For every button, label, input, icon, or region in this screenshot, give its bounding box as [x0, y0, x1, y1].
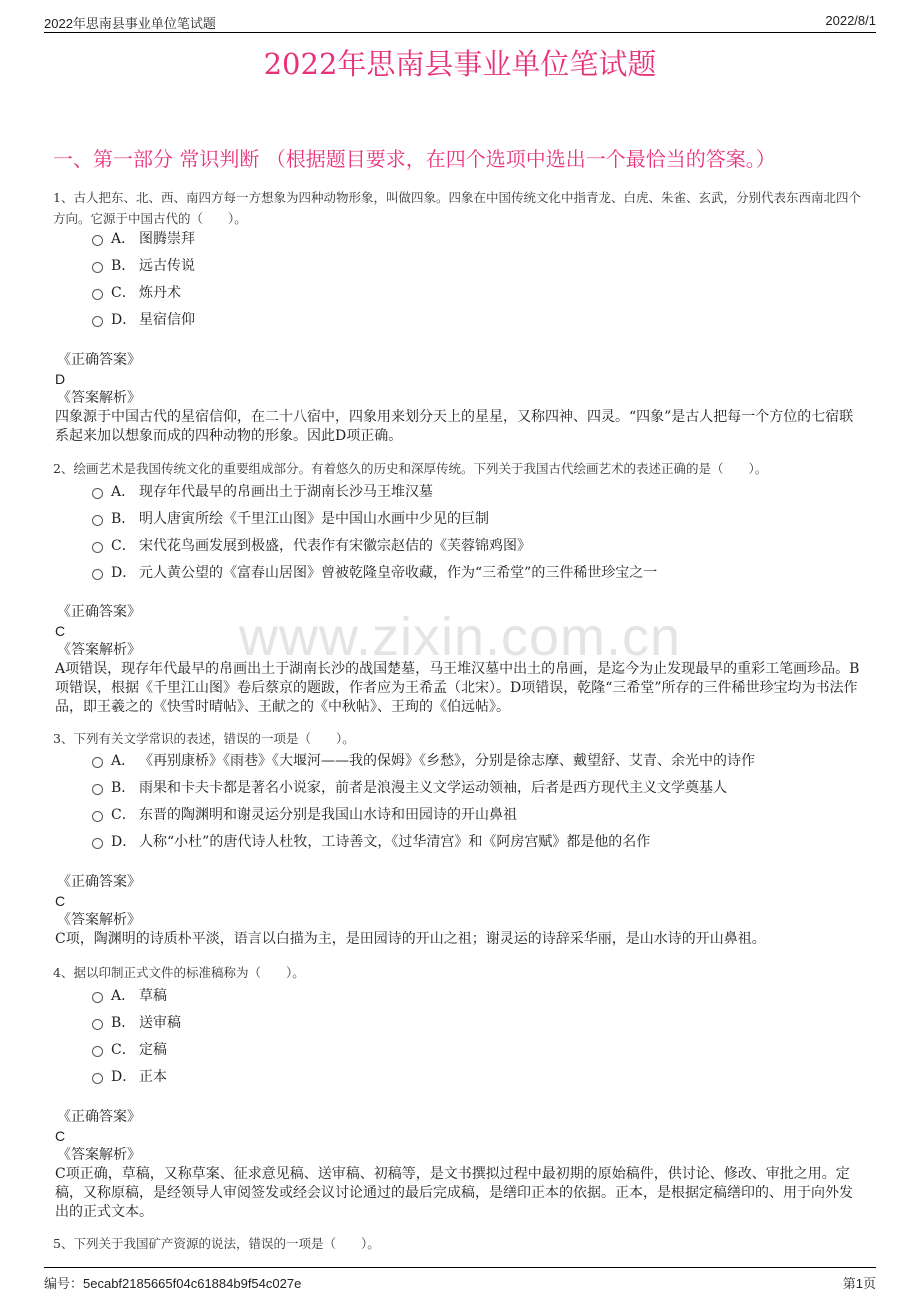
question-4-option-d[interactable]: D． 正本 [92, 1066, 167, 1090]
page-header [44, 10, 876, 33]
radio-icon[interactable] [92, 1046, 103, 1057]
page-number: 第1页 [842, 1276, 876, 1291]
radio-icon[interactable] [92, 757, 103, 768]
question-2-answer: C [55, 623, 66, 639]
radio-icon[interactable] [92, 316, 103, 327]
question-3-option-a[interactable]: A． 《再别康桥》《雨巷》《大堰河——我的保姆》《乡愁》，分别是徐志摩、戴望舒、艾青、余光中的诗作 [92, 750, 755, 774]
question-4-answer: C [55, 1128, 66, 1144]
radio-icon[interactable] [92, 811, 103, 822]
radio-icon[interactable] [92, 289, 103, 300]
radio-icon[interactable] [92, 262, 103, 273]
question-4-option-c[interactable]: C． 定稿 [92, 1039, 167, 1063]
radio-icon[interactable] [92, 1073, 103, 1084]
watermark: www.zixin.com.cn [238, 607, 682, 667]
question-5-stem: 5、下列关于我国矿产资源的说法，错误的一项是（ ）。 [53, 1236, 380, 1251]
question-3-option-c[interactable]: C． 东晋的陶渊明和谢灵运分别是我国山水诗和田园诗的开山鼻祖 [92, 804, 517, 828]
question-1-analysis: 四象源于中国古代的星宿信仰，在二十八宿中，四象用来划分天上的星星，又称四神、四灵。“四象”是古人把每一个方位的七宿联系起来加以想象而成的四种动物的形象。因此D项正确。 [55, 409, 854, 444]
question-3-answer: C [55, 893, 66, 909]
question-4-analysis: C项正确，草稿，又称草案、征求意见稿、送审稿、初稿等，是文书撰拟过程中最初期的原始稿件，供讨论、修改、审批之用。定稿，又称原稿，是经领导人审阅签发或经会议讨论通过的最后完成稿，是缮印正本的依据。正本，是根据定稿缮印的、用于向外发出的正式文本。 [55, 1166, 853, 1220]
question-2-option-c[interactable]: C． 宋代花鸟画发展到极盛，代表作有宋徽宗赵佶的《芙蓉锦鸡图》 [92, 535, 531, 559]
analysis-label: 《答案解析》 [57, 912, 141, 928]
question-3-option-d[interactable]: D． 人称“小杜”的唐代诗人杜牧，工诗善文，《过华清宫》和《阿房宫赋》都是他的名作 [92, 831, 650, 855]
radio-icon[interactable] [92, 235, 103, 246]
answer-label: 《正确答案》 [57, 1109, 141, 1125]
header-doc-title: 2022年思南县事业单位笔试题 [44, 16, 216, 31]
page-footer [44, 1267, 876, 1292]
answer-label: 《正确答案》 [57, 352, 141, 368]
radio-icon[interactable] [92, 542, 103, 553]
radio-icon[interactable] [92, 515, 103, 526]
question-4-option-a[interactable]: A． 草稿 [92, 985, 167, 1009]
section-heading: 一、第一部分 常识判断 （根据题目要求，在四个选项中选出一个最恰当的答案。） [53, 147, 776, 171]
answer-label: 《正确答案》 [57, 604, 141, 620]
question-4-stem: 4、据以印制正式文件的标准稿称为（ ）。 [53, 965, 305, 980]
radio-icon[interactable] [92, 1019, 103, 1030]
question-3-option-b[interactable]: B． 雨果和卡夫卡都是著名小说家，前者是浪漫主义文学运动领袖，后者是西方现代主义文学奠基人 [92, 777, 727, 801]
analysis-label: 《答案解析》 [57, 390, 141, 406]
question-1-option-d[interactable]: D． 星宿信仰 [92, 309, 195, 333]
question-2-stem: 2、绘画艺术是我国传统文化的重要组成部分。有着悠久的历史和深厚传统。下列关于我国古代绘画艺术的表述正确的是（ ）。 [53, 461, 768, 476]
question-1-option-b[interactable]: B． 远古传说 [92, 255, 195, 279]
question-2-option-b[interactable]: B． 明人唐寅所绘《千里江山图》是中国山水画中少见的巨制 [92, 508, 489, 532]
question-1-stem: 1、古人把东、北、西、南四方每一方想象为四种动物形象，叫做四象。四象在中国传统文化中指青龙、白虎、朱雀、玄武，分别代表东西南北四个方向。它源于中国古代的（ ）。 [53, 190, 861, 226]
analysis-label: 《答案解析》 [57, 1147, 141, 1163]
question-4-option-b[interactable]: B． 送审稿 [92, 1012, 181, 1036]
answer-label: 《正确答案》 [57, 874, 141, 890]
question-2-option-a[interactable]: A． 现存年代最早的帛画出土于湖南长沙马王堆汉墓 [92, 481, 433, 505]
radio-icon[interactable] [92, 569, 103, 580]
page-title: 2022年思南县事业单位笔试题 [263, 47, 657, 81]
question-1-option-a[interactable]: A． 图腾崇拜 [92, 228, 195, 252]
radio-icon[interactable] [92, 838, 103, 849]
question-2-analysis: A项错误，现存年代最早的帛画出土于湖南长沙的战国楚墓，马王堆汉墓中出土的帛画，是迄今为止发现最早的重彩工笔画珍品。B项错误，根据《千里江山图》卷后蔡京的题跋，作者应为王希孟（北宋）。D项错误，乾隆“三希堂”所存的三件稀世珍宝均为书法作品，即王羲之的《快雪时晴帖》、王献之的《中秋帖》、王珣的《伯远帖》。 [55, 661, 860, 715]
question-1-answer: D [55, 371, 66, 387]
radio-icon[interactable] [92, 488, 103, 499]
question-3-stem: 3、下列有关文学常识的表述，错误的一项是（ ）。 [53, 731, 355, 746]
document-id: 编号：5ecabf2185665f04c61884b9f54c027e [44, 1276, 302, 1291]
question-2-option-d[interactable]: D． 元人黄公望的《富春山居图》曾被乾隆皇帝收藏，作为“三希堂”的三件稀世珍宝之一 [92, 562, 657, 586]
analysis-label: 《答案解析》 [57, 642, 141, 658]
radio-icon[interactable] [92, 784, 103, 795]
radio-icon[interactable] [92, 992, 103, 1003]
question-1-option-c[interactable]: C． 炼丹术 [92, 282, 181, 306]
header-date: 2022/8/1 [825, 13, 876, 28]
question-3-analysis: C项，陶渊明的诗质朴平淡，语言以白描为主，是田园诗的开山之祖；谢灵运的诗辞采华丽，是山水诗的开山鼻祖。 [55, 931, 766, 947]
